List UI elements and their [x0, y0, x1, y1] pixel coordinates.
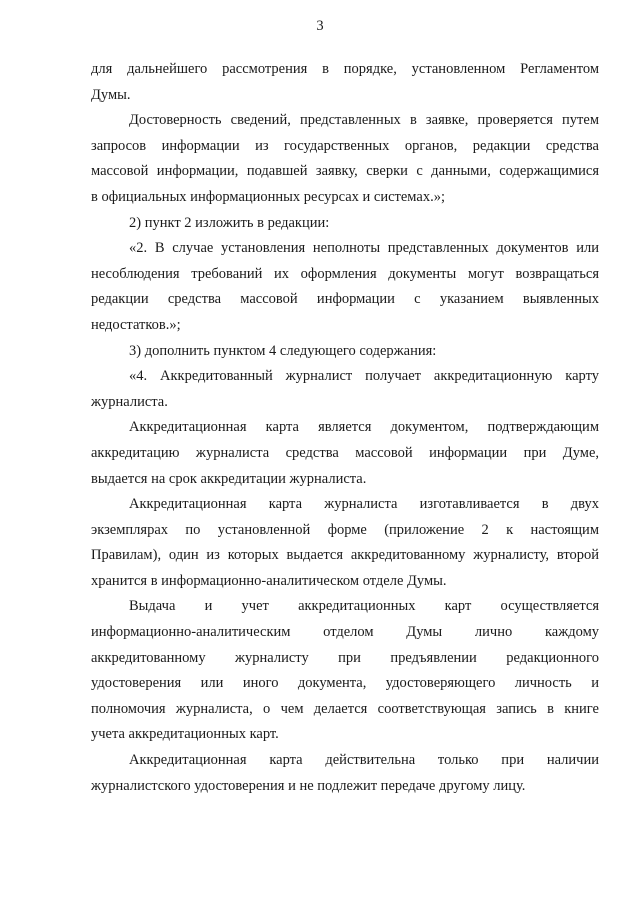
- paragraph-p9: [91, 594, 599, 748]
- text-line: журналистского удостоверения и не подлежит передаче другому лицу.: [91, 777, 526, 794]
- text-line: Думы.: [91, 86, 131, 103]
- text-line: аккредитацию журналиста средства массовой информации при Думе,: [91, 444, 599, 461]
- paragraph-p6: [91, 364, 599, 415]
- text-line: редакции средства массовой информации с указанием выявленных: [91, 291, 599, 308]
- text-line: учета аккредитационных карт.: [91, 726, 279, 743]
- text-line: Достоверность сведений, представленных в заявке, проверяется путем: [129, 112, 599, 129]
- text-line: Правилам), один из которых выдается аккредитованному журналисту, второй: [91, 547, 599, 564]
- document-body: [91, 57, 599, 799]
- text-line: 2) пункт 2 изложить в редакции:: [129, 214, 330, 231]
- text-line: удостоверения или иного документа, удостоверяющего личность и: [91, 675, 599, 692]
- text-line: массовой информации, подавшей заявку, сверки с данными, содержащимися: [91, 163, 599, 180]
- text-line: Аккредитационная карта журналиста изготавливается в двух: [129, 496, 599, 513]
- text-line: «2. В случае установления неполноты представленных документов или: [129, 240, 599, 257]
- text-line: в официальных информационных ресурсах и системах.»;: [91, 188, 445, 205]
- paragraph-p5: [91, 339, 599, 365]
- text-line: Аккредитационная карта действительна только при наличии: [129, 752, 599, 769]
- text-line: полномочия журналиста, о чем делается соответствующая запись в книге: [91, 700, 599, 717]
- text-line: запросов информации из государственных органов, редакции средства: [91, 137, 599, 154]
- paragraph-p7: [91, 415, 599, 492]
- paragraph-p4: [91, 236, 599, 338]
- paragraph-p3: [91, 211, 599, 237]
- paragraph-p8: [91, 492, 599, 594]
- paragraph-p10: [91, 748, 599, 799]
- text-line: экземплярах по установленной форме (приложение 2 к настоящим: [91, 521, 599, 538]
- text-line: для дальнейшего рассмотрения в порядке, установленном Регламентом: [91, 61, 599, 77]
- text-line: выдается на срок аккредитации журналиста.: [91, 470, 367, 487]
- text-line: 3) дополнить пунктом 4 следующего содержания:: [129, 342, 437, 359]
- text-line: Аккредитационная карта является документом, подтверждающим: [129, 419, 599, 436]
- text-line: несоблюдения требований их оформления документы могут возвращаться: [91, 265, 599, 282]
- text-line: «4. Аккредитованный журналист получает аккредитационную карту: [129, 368, 599, 385]
- text-line: хранится в информационно-аналитическом отделе Думы.: [91, 572, 447, 589]
- paragraph-p2: [91, 108, 599, 210]
- text-line: журналиста.: [91, 393, 168, 410]
- text-line: аккредитованному журналисту при предъявлении редакционного: [91, 649, 599, 666]
- text-line: Выдача и учет аккредитационных карт осуществляется: [129, 598, 599, 615]
- text-line: недостатков.»;: [91, 316, 181, 333]
- paragraph-p1: [91, 57, 599, 108]
- page-number: 3: [316, 18, 324, 34]
- text-line: информационно-аналитическим отделом Думы лично каждому: [91, 624, 599, 641]
